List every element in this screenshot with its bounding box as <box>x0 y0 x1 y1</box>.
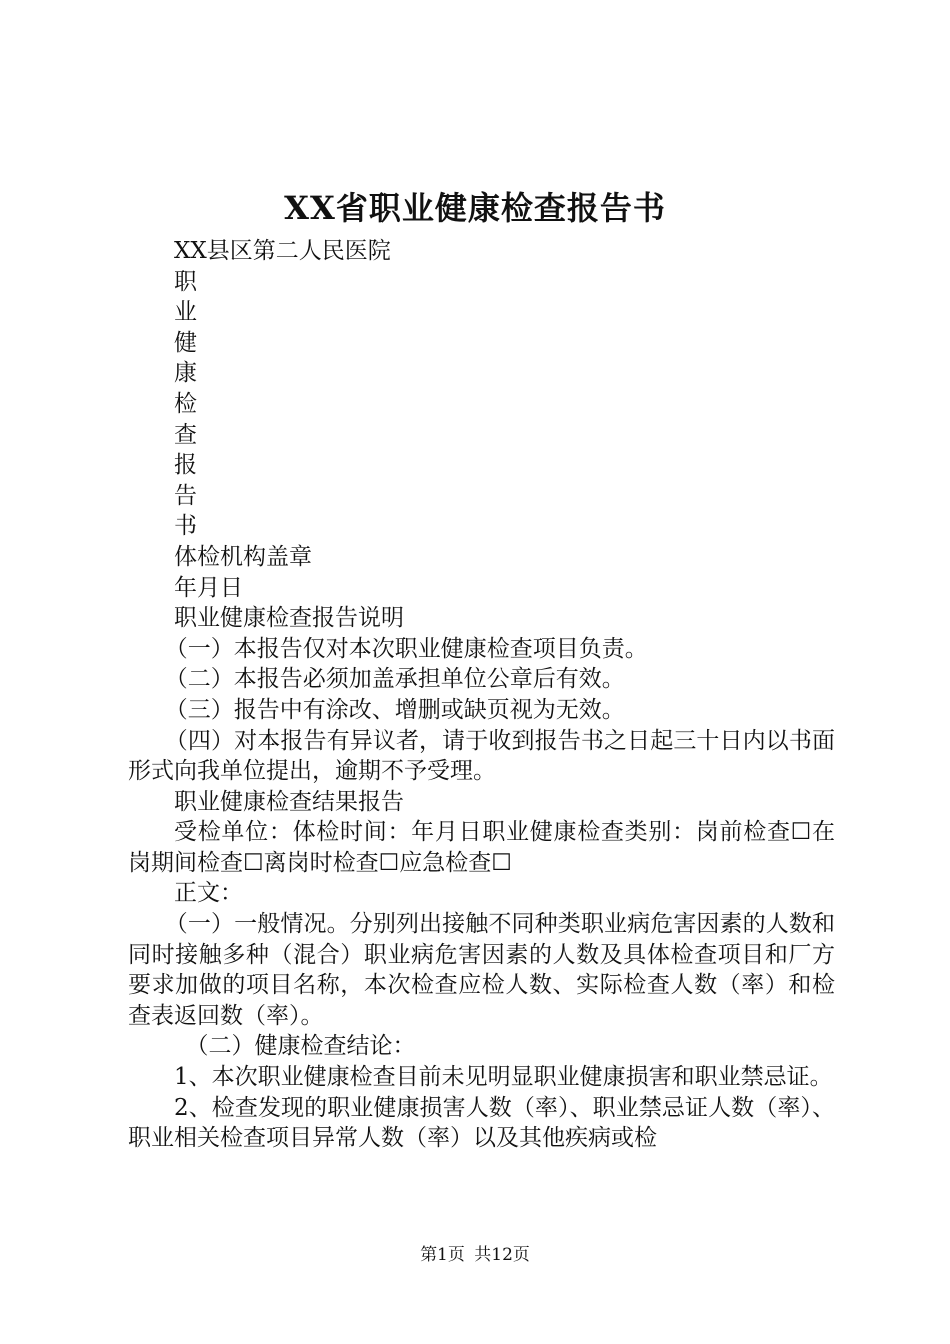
document-body <box>128 236 835 1154</box>
vertical-title-char: 检 <box>174 390 197 417</box>
page-footer <box>0 1243 950 1267</box>
note-item: （二）本报告必须加盖承担单位公章后有效。 <box>164 666 625 693</box>
vertical-title-char: 报 <box>174 452 197 479</box>
note-item: （三）报告中有涂改、增删或缺页视为无效。 <box>164 696 625 723</box>
vertical-title-char: 书 <box>174 513 197 540</box>
vertical-title-char: 告 <box>174 482 197 509</box>
vertical-title-char: 业 <box>174 299 197 326</box>
vertical-title-char: 健 <box>174 329 197 356</box>
body-label: 正文： <box>174 880 243 907</box>
conclusion-heading: （二）健康检查结论： <box>185 1033 416 1060</box>
note-item: （一）本报告仅对本次职业健康检查项目负责。 <box>164 635 648 662</box>
date-line: 年月日 <box>174 574 243 601</box>
page-number: 第1页 <box>420 1245 465 1265</box>
conclusion-item: 1、本次职业健康检查目前未见明显职业健康损害和职业禁忌证。 <box>174 1064 833 1091</box>
vertical-title-char: 康 <box>174 360 197 387</box>
general-section: （一）一般情况。分别列出接触不同种类职业病危害因素的人数和同时接触多种（混合）职业病危害因素的人数及具体检查项目和厂方要求加做的项目名称，本次检查应检人数、实际检查人数（率）和检查表返回数（率）。 <box>128 911 835 1029</box>
seal-line: 体检机构盖章 <box>174 543 312 570</box>
results-heading: 职业健康检查结果报告 <box>174 788 404 815</box>
exam-info: 受检单位：体检时间：年月日职业健康检查类别：岗前检查☐在岗期间检查☐离岗时检查☐应急检查☐ <box>128 819 835 876</box>
document-title: XX省职业健康检查报告书 <box>284 189 666 227</box>
note-item: （四）对本报告有异议者，请于收到报告书之日起三十日内以书面形式向我单位提出，逾期不予受理。 <box>128 727 835 785</box>
conclusion-item: 2、检查发现的职业健康损害人数（率）、职业禁忌证人数（率）、职业相关检查项目异常人数（率）以及其他疾病或检 <box>128 1094 835 1152</box>
notes-heading: 职业健康检查报告说明 <box>174 605 404 632</box>
page-total: 共12页 <box>474 1245 530 1265</box>
vertical-title-char: 查 <box>174 421 197 448</box>
hospital-name: XX县区第二人民医院 <box>174 238 391 264</box>
vertical-title-char: 职 <box>174 268 197 295</box>
